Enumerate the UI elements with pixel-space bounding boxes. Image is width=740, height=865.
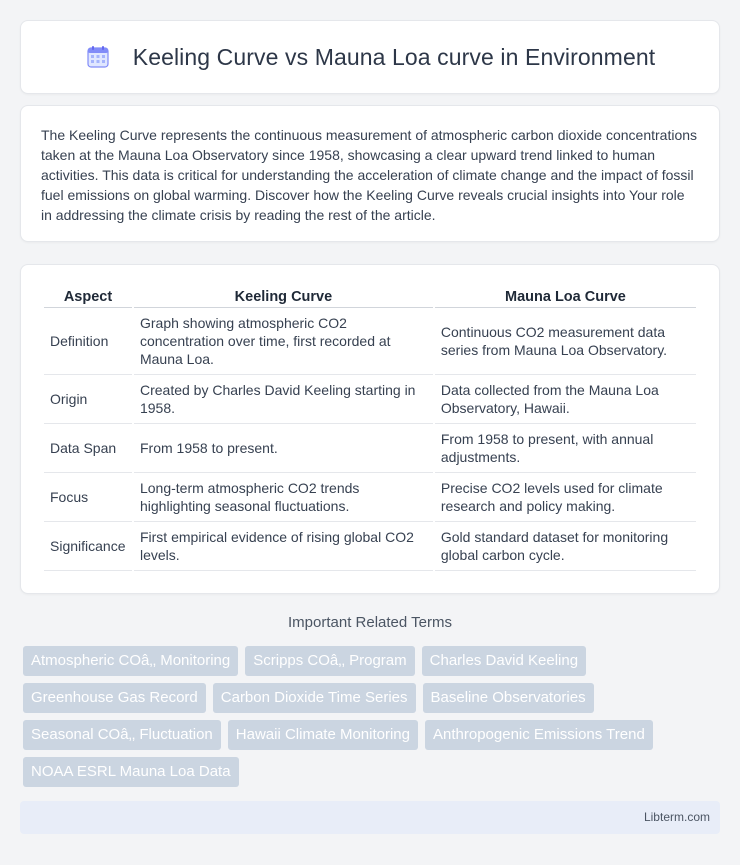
intro-text: The Keeling Curve represents the continuous measurement of atmospheric carbon dioxide concentrations taken at the Mauna Loa Observatory since 1958, showcasing a clear upward trend linked to human activities. This data is critical for understanding the acceleration of climate change and the impact of fossil fuel emissions on global warming. Discover how the Keeling Curve reveals crucial insights into Your role in addressing the climate crisis by reading the rest of the article. [41, 127, 698, 223]
term-tag[interactable]: NOAA ESRL Mauna Loa Data [23, 757, 239, 787]
table-row [44, 522, 696, 571]
cell-aspect: Origin [44, 375, 132, 424]
cell-aspect: Data Span [44, 424, 132, 473]
header-aspect: Aspect [44, 284, 132, 308]
cell-keeling: Graph showing atmospheric CO2 concentration over time, first recorded at Mauna Loa. [134, 308, 433, 375]
cell-mauna: Precise CO2 levels used for climate research and policy making. [435, 473, 696, 522]
intro-card [20, 105, 720, 242]
comparison-table [42, 284, 698, 571]
calendar-icon [85, 44, 111, 70]
term-tag[interactable]: Greenhouse Gas Record [23, 683, 206, 713]
table-row [44, 473, 696, 522]
footer [20, 801, 720, 834]
term-tag[interactable]: Seasonal COâ‚‚ Fluctuation [23, 720, 221, 750]
cell-aspect: Definition [44, 308, 132, 375]
page-title: Keeling Curve vs Mauna Loa curve in Environment [132, 43, 656, 70]
cell-keeling: Long-term atmospheric CO2 trends highlighting seasonal fluctuations. [134, 473, 433, 522]
table-row [44, 308, 696, 375]
cell-aspect: Focus [44, 473, 132, 522]
term-tag[interactable]: Anthropogenic Emissions Trend [425, 720, 653, 750]
table-row [44, 424, 696, 473]
header-keeling: Keeling Curve [134, 284, 433, 308]
table-header-row [44, 284, 696, 308]
footer-brand-link[interactable]: Libterm.com [643, 810, 710, 824]
cell-keeling: Created by Charles David Keeling starting in 1958. [134, 375, 433, 424]
table-row [44, 375, 696, 424]
term-tag[interactable]: Scripps COâ‚‚ Program [245, 646, 414, 676]
cell-aspect: Significance [44, 522, 132, 571]
term-tag[interactable]: Charles David Keeling [422, 646, 586, 676]
term-tag[interactable]: Hawaii Climate Monitoring [228, 720, 418, 750]
header-mauna: Mauna Loa Curve [435, 284, 696, 308]
cell-keeling: From 1958 to present. [134, 424, 433, 473]
title-card [20, 20, 720, 94]
term-tag[interactable]: Carbon Dioxide Time Series [213, 683, 416, 713]
term-tag[interactable]: Atmospheric COâ‚‚ Monitoring [23, 646, 238, 676]
related-terms-list [23, 646, 723, 787]
term-tag[interactable]: Baseline Observatories [423, 683, 594, 713]
cell-mauna: Gold standard dataset for monitoring global carbon cycle. [435, 522, 696, 571]
comparison-card [20, 264, 720, 594]
cell-mauna: Data collected from the Mauna Loa Observatory, Hawaii. [435, 375, 696, 424]
cell-mauna: Continuous CO2 measurement data series from Mauna Loa Observatory. [435, 308, 696, 375]
related-terms-title: Important Related Terms [288, 614, 452, 631]
cell-keeling: First empirical evidence of rising global CO2 levels. [134, 522, 433, 571]
cell-mauna: From 1958 to present, with annual adjustments. [435, 424, 696, 473]
